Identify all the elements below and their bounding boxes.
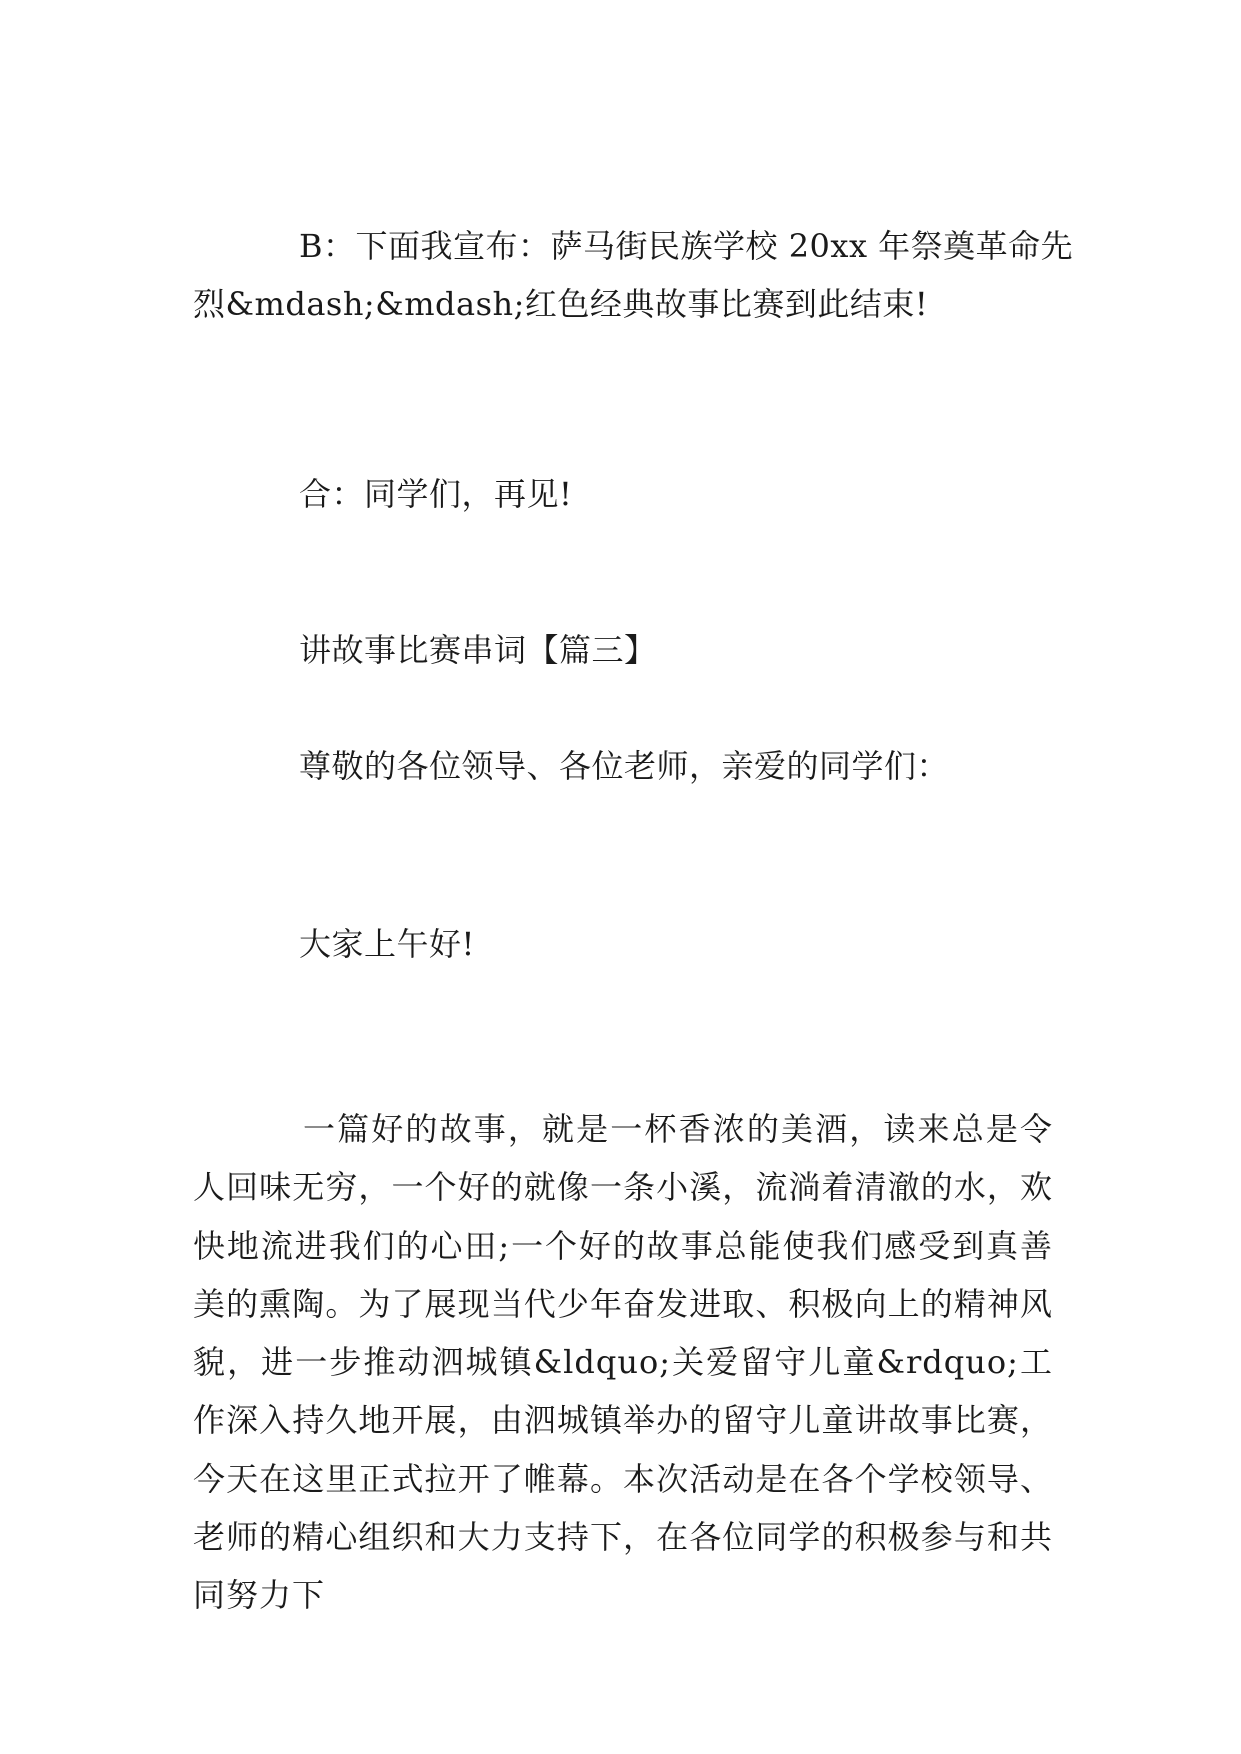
section-title: 讲故事比赛串词【篇三】 xyxy=(299,631,657,669)
body-paragraph: 一篇好的故事，就是一杯香浓的美酒，读来总是令人回味无穷，一个好的就像一条小溪，流淌着清澈的水，欢快地流进我们的心田;一个好的故事总能使我们感受到真善美的熏陶。为了展现当代少年奋发进取、积极向上的精神风貌，进一步推动泗城镇&ldquo;关爱留守儿童&rdquo;工作深入持久地开展，由泗城镇举办的留守儿童讲故事比赛，今天在这里正式拉开了帷幕。本次活动是在各个学校领导、老师的精心组织和大力支持下，在各位同学的积极参与和共同努力下 xyxy=(193,1110,1053,1615)
closing-farewell: 合：同学们，再见! xyxy=(299,475,573,513)
salutation: 尊敬的各位领导、各位老师，亲爱的同学们： xyxy=(299,747,950,785)
closing-announcement-line-1: B：下面我宣布：萨马街民族学校 20xx 年祭奠革命先 xyxy=(299,227,1074,265)
closing-announcement-line-2: 烈&mdash;&mdash;红色经典故事比赛到此结束! xyxy=(193,285,929,323)
greeting: 大家上午好! xyxy=(299,925,475,963)
